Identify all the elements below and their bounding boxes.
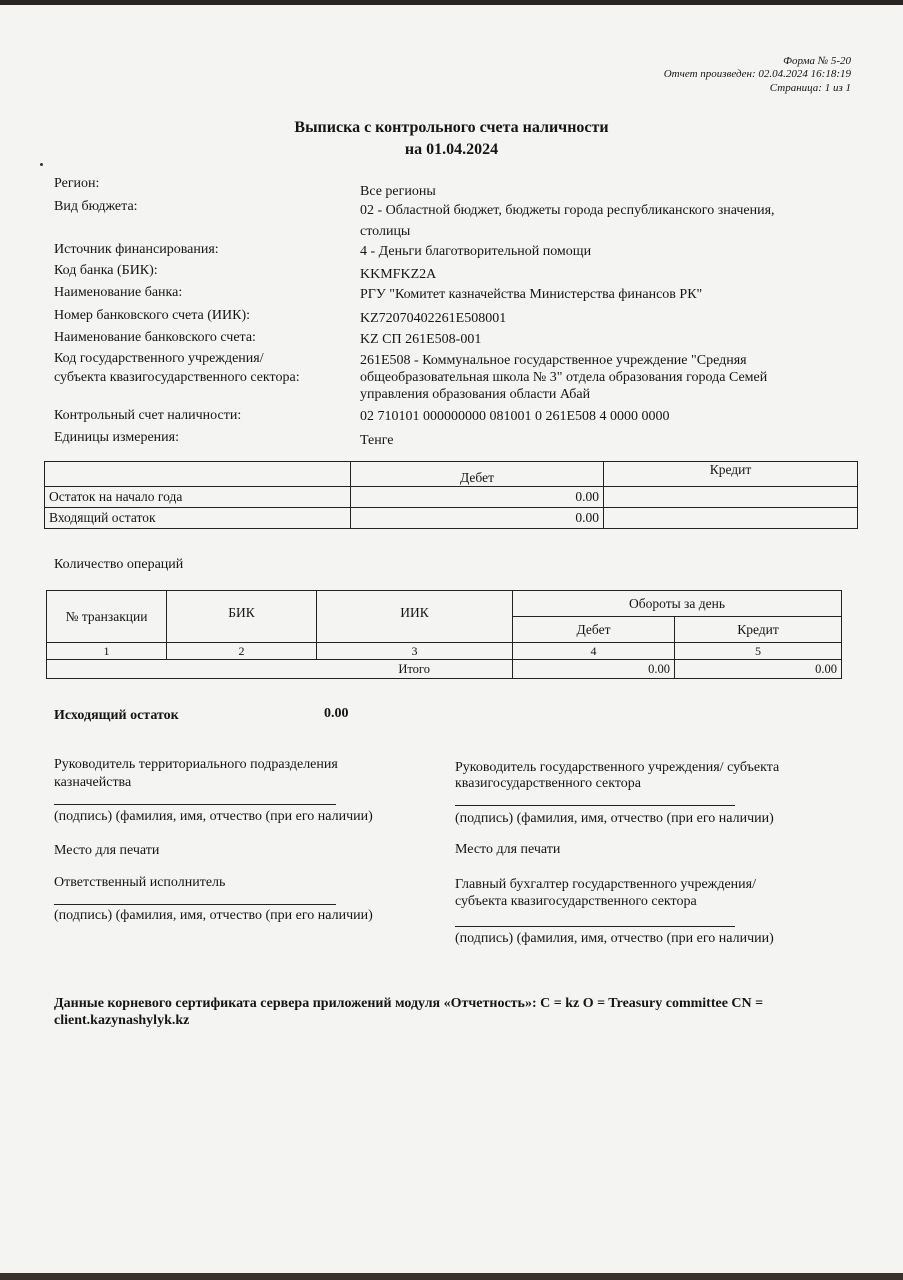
- institution-value-cont: общеобразовательная школа № 3" отдела образования города Семей: [360, 370, 768, 385]
- bic-label: Код банка (БИК):: [54, 263, 158, 278]
- row-label: Остаток на начало года: [45, 487, 351, 508]
- institution-value: 261E508 - Коммунальное государственное учреждение "Средняя: [360, 353, 747, 368]
- region-value: Все регионы: [360, 184, 436, 199]
- stamp-place: Место для печати: [455, 842, 561, 857]
- bank-value: РГУ "Комитет казначейства Министерства финансов РК": [360, 287, 703, 302]
- turnover-credit-header: Кредит: [675, 617, 842, 643]
- signature-line: [455, 805, 735, 806]
- institution-head-title: Руководитель государственного учреждения/ субъекта: [455, 760, 780, 775]
- source-label: Источник финансирования:: [54, 242, 219, 257]
- budget-label: Вид бюджета:: [54, 199, 138, 214]
- bank-label: Наименование банка:: [54, 285, 183, 300]
- signature-line: [455, 926, 735, 927]
- operations-table: [46, 590, 842, 679]
- table-row: [47, 643, 842, 660]
- institution-value-cont2: управления образования области Абай: [360, 387, 591, 402]
- table-row: [47, 660, 842, 679]
- row-credit: [604, 487, 858, 508]
- units-label: Единицы измерения:: [54, 430, 179, 445]
- scan-speck: [40, 163, 43, 166]
- budget-value-cont: столицы: [360, 224, 411, 239]
- signature-line: [54, 804, 336, 805]
- report-generated: Отчет произведен: 02.04.2024 16:18:19: [663, 68, 851, 80]
- stamp-place: Место для печати: [54, 843, 160, 858]
- col-number: 3: [317, 643, 513, 660]
- source-value: 4 - Деньги благотворительной помощи: [360, 244, 592, 259]
- certificate-info: Данные корневого сертификата сервера приложений модуля «Отчетность»: C = kz O = Treasury committee CN =: [54, 996, 764, 1011]
- iik-header: ИИК: [317, 591, 513, 643]
- bic-value: KKMFKZ2A: [360, 267, 437, 282]
- row-debit: 0.00: [351, 487, 604, 508]
- scan-top-edge: [0, 0, 903, 5]
- territorial-head-title-cont: казначейства: [54, 775, 132, 790]
- col-number: 5: [675, 643, 842, 660]
- institution-label-cont: субъекта квазигосударственного сектора:: [54, 370, 300, 385]
- row-label: Входящий остаток: [45, 508, 351, 529]
- region-label: Регион:: [54, 176, 100, 191]
- balance-table: [44, 461, 858, 529]
- control-account-value: 02 710101 000000000 081001 0 261E508 4 0000 0000: [360, 409, 670, 424]
- document-date: на 01.04.2024: [404, 141, 499, 158]
- iik-label: Номер банковского счета (ИИК):: [54, 308, 251, 323]
- col-number: 4: [513, 643, 675, 660]
- signature-caption: (подпись) (фамилия, имя, отчество (при его наличии): [54, 809, 373, 824]
- row-credit: [604, 508, 858, 529]
- col-number: 2: [167, 643, 317, 660]
- table-row: [45, 487, 858, 508]
- debit-header: Дебет: [351, 462, 604, 487]
- page-number: Страница: 1 из 1: [769, 82, 851, 94]
- account-name-value: KZ СП 261E508-001: [360, 332, 482, 347]
- tx-header: № транзакции: [47, 591, 167, 643]
- closing-balance-label: Исходящий остаток: [54, 708, 179, 723]
- chief-accountant-title: Главный бухгалтер государственного учреждения/: [455, 877, 756, 892]
- col-number: 1: [47, 643, 167, 660]
- document-title: Выписка с контрольного счета наличности: [294, 119, 609, 136]
- turnover-debit-header: Дебет: [513, 617, 675, 643]
- operations-title: Количество операций: [54, 557, 184, 572]
- total-debit: 0.00: [513, 660, 675, 679]
- closing-balance-value: 0.00: [324, 706, 349, 721]
- signature-caption: (подпись) (фамилия, имя, отчество (при его наличии): [54, 908, 373, 923]
- units-value: Тенге: [360, 433, 394, 448]
- certificate-info-cont: client.kazynashylyk.kz: [54, 1013, 190, 1028]
- table-row: [45, 508, 858, 529]
- row-debit: 0.00: [351, 508, 604, 529]
- turnover-header: Обороты за день: [513, 591, 842, 617]
- form-number: Форма № 5-20: [783, 55, 851, 67]
- signature-line: [54, 904, 336, 905]
- total-label: Итого: [47, 660, 513, 679]
- table-cell: [45, 462, 351, 487]
- signature-caption: (подпись) (фамилия, имя, отчество (при его наличии): [455, 931, 774, 946]
- table-header-row: [47, 591, 842, 617]
- budget-value: 02 - Областной бюджет, бюджеты города республиканского значения,: [360, 203, 775, 218]
- credit-header: Кредит: [604, 462, 858, 487]
- chief-accountant-title-cont: субъекта квазигосударственного сектора: [455, 894, 697, 909]
- responsible-executor: Ответственный исполнитель: [54, 875, 226, 890]
- table-header-row: [45, 462, 858, 487]
- institution-head-title-cont: квазигосударственного сектора: [455, 776, 642, 791]
- territorial-head-title: Руководитель территориального подразделения: [54, 757, 338, 772]
- signature-caption: (подпись) (фамилия, имя, отчество (при его наличии): [455, 811, 774, 826]
- institution-label: Код государственного учреждения/: [54, 351, 264, 366]
- account-name-label: Наименование банковского счета:: [54, 330, 256, 345]
- total-credit: 0.00: [675, 660, 842, 679]
- iik-value: KZ72070402261E508001: [360, 311, 507, 326]
- scan-bottom-edge: [0, 1273, 903, 1280]
- bic-header: БИК: [167, 591, 317, 643]
- control-account-label: Контрольный счет наличности:: [54, 408, 242, 423]
